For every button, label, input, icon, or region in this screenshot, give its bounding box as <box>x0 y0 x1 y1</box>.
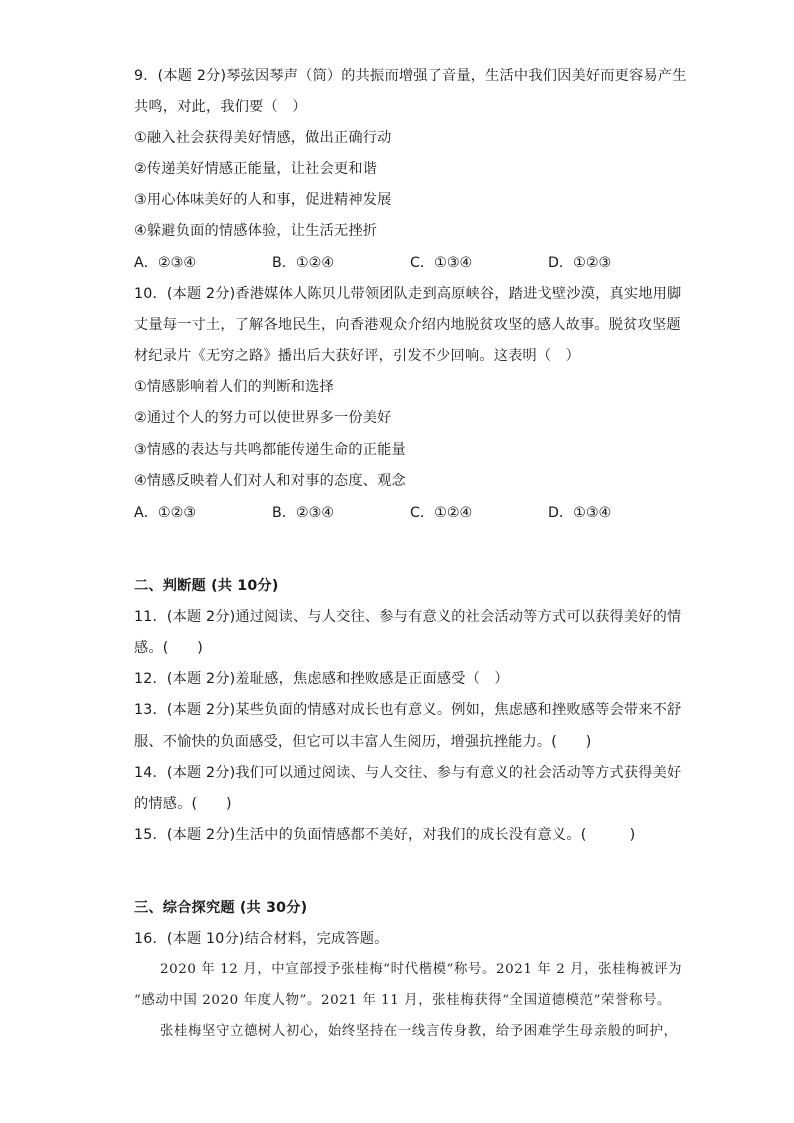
question-13-stem: 13．(本题 2分)某些负面的情感对成长也有意义。例如，焦虑感和挫败感等会带来不舒 <box>134 702 682 718</box>
question-9-options <box>134 253 654 273</box>
question-9-statement-4: ④躲避负面的情感体验，让生活无挫折 <box>134 223 378 239</box>
question-9-statement-1: ①融入社会获得美好情感，做出正确行动 <box>134 130 392 146</box>
question-10-options <box>134 503 654 523</box>
question-9-option-b[interactable]: B．①②④ <box>272 255 335 271</box>
section-3-heading: 三、综合探究题 (共 30分) <box>134 900 308 916</box>
question-9-stem-cont: 共鸣，对此，我们要（ ） <box>134 99 307 115</box>
question-10-stem-cont-1: 丈量每一寸土，了解各地民生，向香港观众介绍内地脱贫攻坚的感人故事。脱贫攻坚题 <box>134 317 681 333</box>
question-9-statement-3: ③用心体味美好的人和事，促进精神发展 <box>134 192 392 208</box>
question-9-option-c[interactable]: C．①③④ <box>410 255 473 271</box>
question-10-stem: 10．(本题 2分)香港媒体人陈贝儿带领团队走到高原峡谷，踏进戈壁沙漠，真实地用脚 <box>134 286 682 302</box>
question-10-stem-cont-2: 材纪录片《无穷之路》播出后大获好评，引发不少回响。这表明（ ） <box>134 348 581 364</box>
question-10-option-d[interactable]: D．①③④ <box>548 505 612 521</box>
question-13-stem-cont: 服、不愉快的负面感受，但它可以丰富人生阅历，增强抗挫能力。( ) <box>134 734 592 750</box>
question-10-option-b[interactable]: B．②③④ <box>272 505 335 521</box>
question-9-statement-2: ②传递美好情感正能量，让社会更和谐 <box>134 161 378 177</box>
question-12-stem: 12．(本题 2分)羞耻感，焦虑感和挫败感是正面感受（ ） <box>134 671 509 687</box>
question-9-option-d[interactable]: D．①②③ <box>548 255 612 271</box>
question-10-statement-4: ④情感反映着人们对人和对事的态度、观念 <box>134 473 406 489</box>
question-14-stem-cont: 的情感。( ) <box>134 796 232 812</box>
question-10-option-c[interactable]: C．①②④ <box>410 505 473 521</box>
question-11-stem: 11．(本题 2分)通过阅读、与人交往、参与有意义的社会活动等方式可以获得美好的情 <box>134 609 682 625</box>
section-2-heading: 二、判断题 (共 10分) <box>134 578 279 594</box>
question-10-statement-3: ③情感的表达与共鸣都能传递生命的正能量 <box>134 442 406 458</box>
question-10-option-a[interactable]: A．①②③ <box>134 505 197 521</box>
question-16-stem: 16．(本题 10分)结合材料，完成答题。 <box>134 931 389 947</box>
material-paragraph-2: 张桂梅坚守立德树人初心，始终坚持在一线言传身教，给予困难学生母亲般的呵护， <box>160 1024 678 1039</box>
question-9-option-a[interactable]: A．②③④ <box>134 255 197 271</box>
question-10-statement-2: ②通过个人的努力可以使世界多一份美好 <box>134 410 392 426</box>
question-10-statement-1: ①情感影响着人们的判断和选择 <box>134 379 334 395</box>
material-paragraph-1: 2020 年 12 月，中宣部授予张桂梅“时代楷模”称号。2021 年 2 月，张桂梅被评为 <box>160 962 683 977</box>
question-14-stem: 14．(本题 2分)我们可以通过阅读、与人交往、参与有意义的社会活动等方式获得美好 <box>134 765 682 781</box>
material-paragraph-1-cont: “感动中国 2020 年度人物”。2021 年 11 月，张桂梅获得“全国道德模范”荣誉称号。 <box>134 993 671 1008</box>
question-9-stem: 9．(本题 2分)琴弦因琴声（筒）的共振而增强了音量，生活中我们因美好而更容易产生 <box>134 68 687 84</box>
question-11-stem-cont: 感。( ) <box>134 640 204 656</box>
question-15-stem: 15．(本题 2分)生活中的负面情感都不美好，对我们的成长没有意义。( ) <box>134 827 636 843</box>
